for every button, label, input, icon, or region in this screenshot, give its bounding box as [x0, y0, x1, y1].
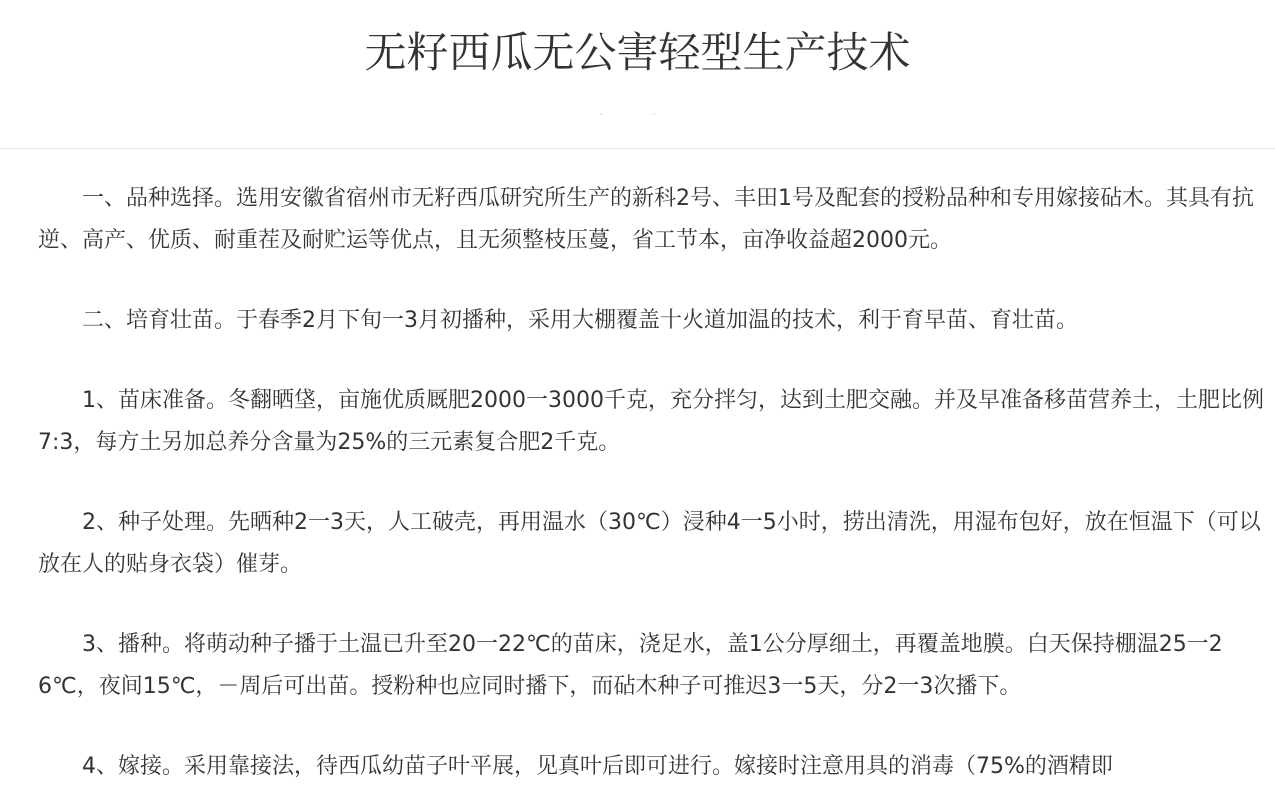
- paragraph-seedbed-preparation: 1、苗床准备。冬翻晒垡，亩施优质厩肥2000一3000千克，充分拌匀，达到土肥交融。并及早准备移苗营养土，土肥比例7:3，每方土另加总养分含量为25%的三元素复合肥2千克。: [38, 388, 1264, 455]
- article-body: [38, 149, 1268, 788]
- paragraph-seed-treatment: 2、种子处理。先晒种2一3天，人工破壳，再用温水（30℃）浸种4一5小时，捞出清洗，用湿布包好，放在恒温下（可以放在人的贴身衣袋）催芽。: [38, 510, 1261, 577]
- article-meta-placeholder: [598, 110, 658, 118]
- paragraph-variety-selection: 一、品种选择。选用安徽省宿州市无籽西瓜研究所生产的新科2号、丰田1号及配套的授粉品种和专用嫁接砧木。其具有抗逆、高产、优质、耐重茬及耐贮运等优点，且无须整枝压蔓，省工节本，亩净收益超2000元。: [38, 186, 1254, 253]
- paragraph-seedling-cultivation: 二、培育壮苗。于春季2月下旬一3月初播种，采用大棚覆盖十火道加温的技术，利于育早苗、育壮苗。: [82, 308, 1078, 333]
- article-header: [0, 0, 1275, 149]
- paragraph-sowing: 3、播种。将萌动种子播于土温已升至20一22℃的苗床，浇足水，盖1公分厚细土，再覆盖地膜。白天保持棚温25一26℃，夜间15℃，－周后可出苗。授粉种也应同时播下，而砧木种子可推迟3一5天，分2一3次播下。: [38, 632, 1223, 699]
- article-title: 无籽西瓜无公害轻型生产技术: [364, 28, 911, 77]
- paragraph-grafting: 4、嫁接。采用靠接法，待西瓜幼苗子叶平展，见真叶后即可进行。嫁接时注意用具的消毒（75%的酒精即: [82, 754, 1113, 779]
